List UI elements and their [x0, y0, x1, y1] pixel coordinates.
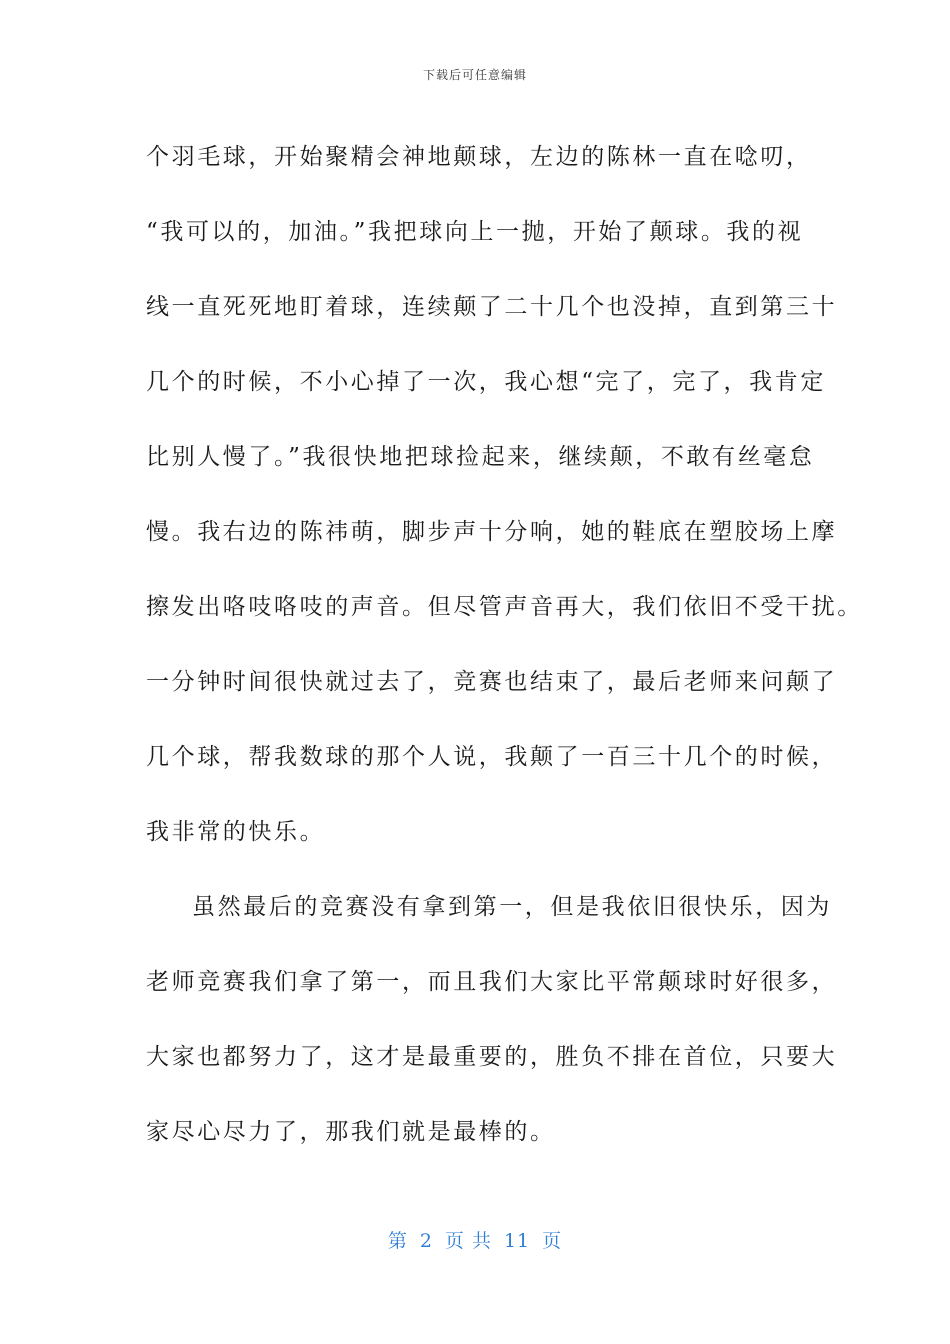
footer-middle: 页 共: [444, 1230, 492, 1252]
text-line: 家尽心尽力了，那我们就是最棒的。: [146, 1119, 556, 1145]
text-line: 几个的时候，不小心掉了一次，我心想“完了，完了，我肯定: [146, 369, 826, 395]
text-line: 个羽毛球，开始聚精会神地颠球，左边的陈林一直在唸叨，: [146, 144, 812, 170]
text-line: “我可以的，加油。”我把球向上一抛，开始了颠球。我的视: [146, 219, 804, 245]
footer-suffix: 页: [542, 1230, 563, 1252]
document-body: [146, 120, 863, 1170]
text-line: 擦发出咯吱咯吱的声音。但尽管声音再大，我们依旧不受干扰。: [146, 594, 863, 620]
paragraph-start-line: 虽然最后的竞赛没有拿到第一，但是我依旧很快乐，因为: [192, 894, 832, 920]
text-line: 大家也都努力了，这才是最重要的，胜负不排在首位，只要大: [146, 1044, 838, 1070]
text-line: 我非常的快乐。: [146, 819, 326, 845]
footer-prefix: 第: [387, 1230, 408, 1252]
text-line: 老师竞赛我们拿了第一，而且我们大家比平常颠球时好很多，: [146, 969, 838, 995]
text-line: 比别人慢了。”我很快地把球捡起来，继续颠，不敢有丝毫怠: [146, 444, 815, 470]
text-line: 一分钟时间很快就过去了，竞赛也结束了，最后老师来问颠了: [146, 669, 838, 695]
text-line: 线一直死死地盯着球，连续颠了二十几个也没掉，直到第三十: [146, 294, 838, 320]
page-footer: [0, 1226, 950, 1253]
footer-total-pages: 11: [503, 1230, 531, 1252]
footer-page-number: 2: [419, 1230, 433, 1252]
page-header: 下载后可任意编辑: [422, 68, 527, 82]
text-line: 几个球，帮我数球的那个人说，我颠了一百三十几个的时候，: [146, 744, 838, 770]
text-line: 慢。我右边的陈祎萌，脚步声十分响，她的鞋底在塑胶场上摩: [146, 519, 838, 545]
